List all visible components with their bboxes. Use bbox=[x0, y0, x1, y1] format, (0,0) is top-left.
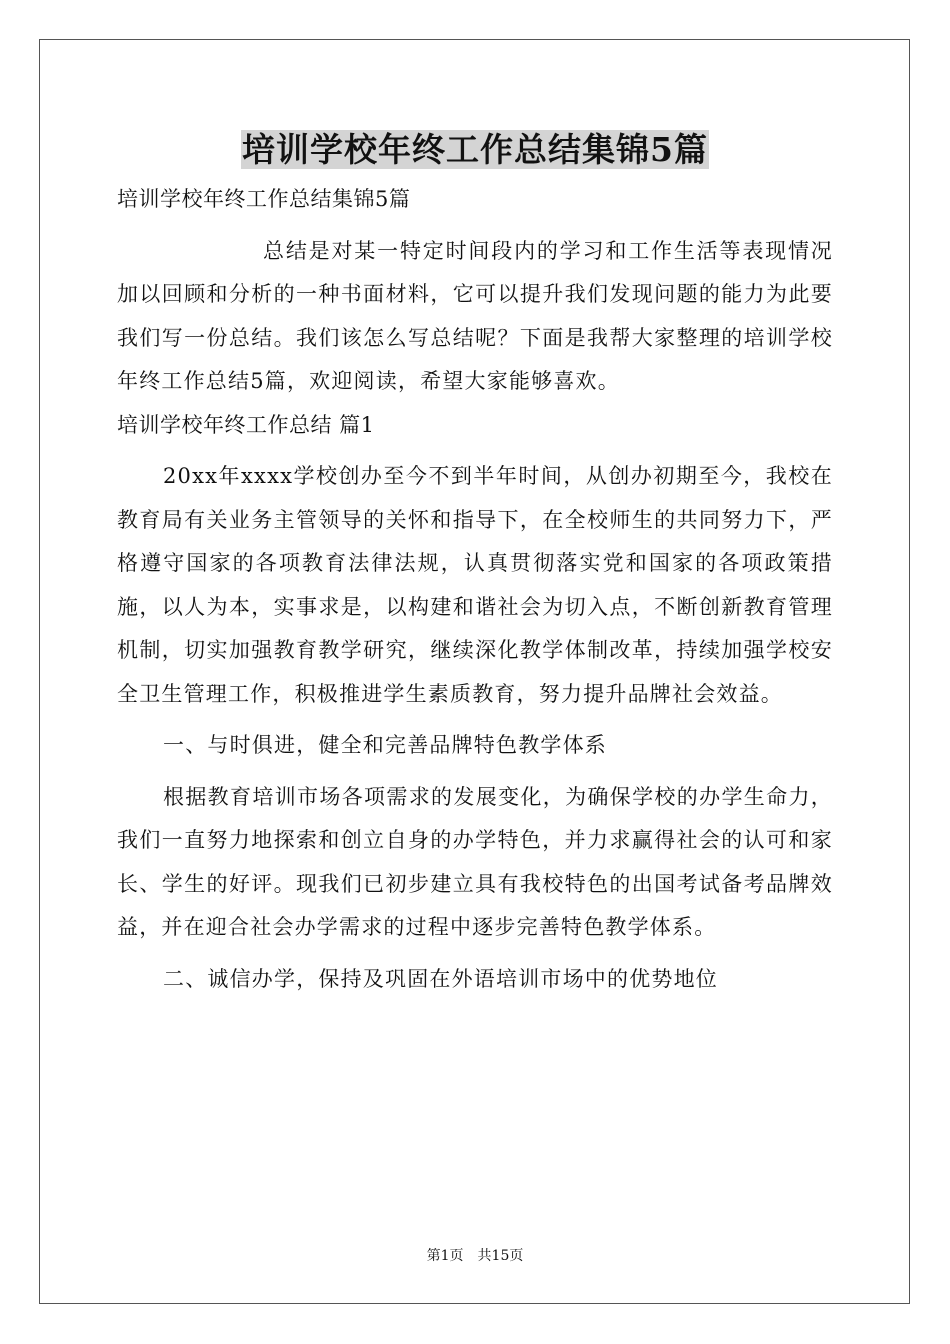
body-paragraph: 20xx年xxxx学校创办至今不到半年时间，从创办初期至今，我校在教育局有关业务主管领导的关怀和指导下，在全校师生的共同努力下，严格遵守国家的各项教育法律法规，认真贯彻落实党和国家的各项政策措施，以人为本，实事求是，以构建和谐社会为切入点，不断创新教育管理机制，切实加强教育教学研究，继续深化教学体制改革，持续加强学校安全卫生管理工作，积极推进学生素质教育，努力提升品牌社会效益。 bbox=[117, 464, 833, 706]
subsection-heading: 二、诚信办学，保持及巩固在外语培训市场中的优势地位 bbox=[163, 966, 718, 991]
document-subtitle: 培训学校年终工作总结集锦5篇 bbox=[117, 187, 411, 211]
document-title: 培训学校年终工作总结集锦5篇 bbox=[242, 130, 708, 169]
page-footer bbox=[0, 1246, 950, 1266]
page-number: 第1页 bbox=[426, 1248, 464, 1264]
body-paragraph: 根据教育培训市场各项需求的发展变化，为确保学校的办学生命力，我们一直努力地探索和创立自身的办学特色，并力求赢得社会的认可和家长、学生的好评。现我们已初步建立具有我校特色的出国考试备考品牌效益，并在迎合社会办学需求的过程中逐步完善特色教学体系。 bbox=[117, 784, 833, 939]
intro-paragraph: 总结是对某一特定时间段内的学习和工作生活等表现情况加以回顾和分析的一种书面材料，它可以提升我们发现问题的能力为此要我们写一份总结。我们该怎么写总结呢？下面是我帮大家整理的培训学校年终工作总结5篇，欢迎阅读，希望大家能够喜欢。 bbox=[117, 238, 833, 393]
page-total: 共15页 bbox=[477, 1248, 524, 1264]
document-body bbox=[117, 178, 833, 1001]
section-heading: 培训学校年终工作总结 篇1 bbox=[117, 412, 375, 437]
subsection-heading: 一、与时俱进，健全和完善品牌特色教学体系 bbox=[163, 733, 607, 757]
